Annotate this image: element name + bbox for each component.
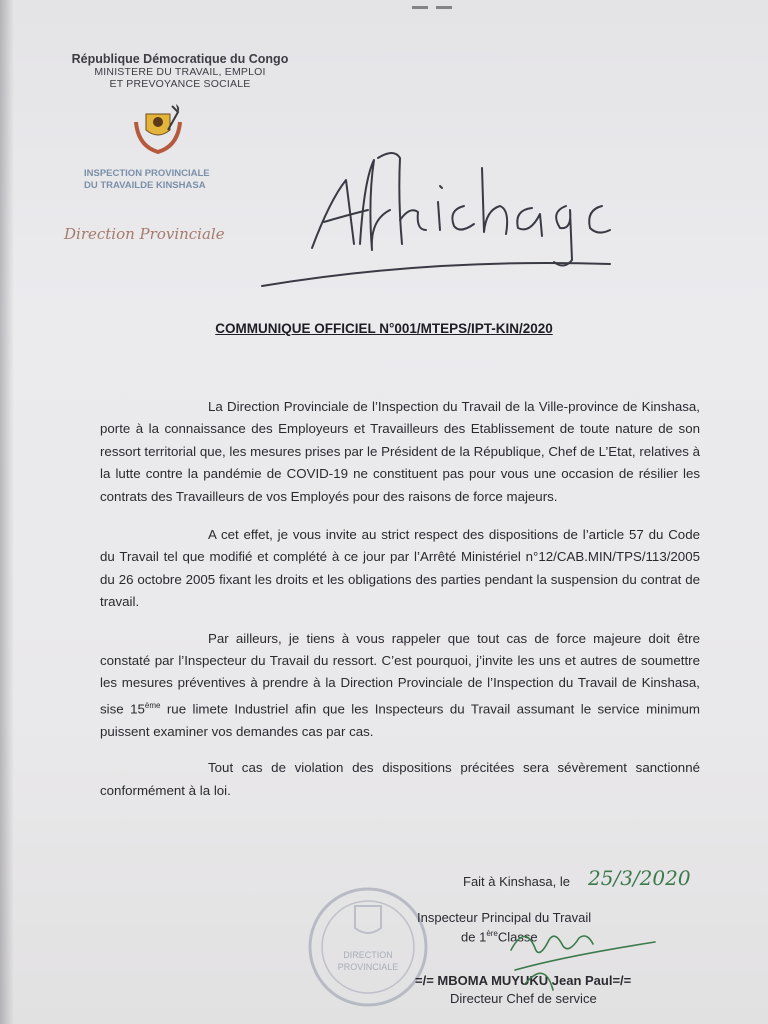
handwritten-date: 25/3/2020: [588, 866, 691, 890]
signatory-role: Directeur Chef de service: [450, 991, 597, 1006]
paragraph-3-text-a: Par ailleurs, je tiens à vous rappeler que tout cas de force majeure doit être constaté par l’Inspecteur du Travail du ressort. C’est pourquoi, j’invite les uns et autres de soumettre les mesures préventives à prendre à la Direction Provinciale de l’Inspection du Travail de Kinshasa, sise 15: [100, 630, 700, 717]
handwritten-signature: [505, 920, 665, 1000]
official-stamp: [305, 884, 431, 1010]
stamp-text-line-2: PROVINCIALE: [337, 962, 399, 972]
inspection-header: [84, 168, 244, 192]
page-edge-shadow: [0, 0, 14, 1024]
top-mark: [412, 6, 428, 9]
republic-name: République Démocratique du Congo: [71, 52, 289, 66]
ministry-line-1: MINISTERE DU TRAVAIL, EMPLOI: [94, 66, 266, 78]
direction-provinciale-script: Direction Provinciale: [64, 225, 225, 243]
place-date-label: Fait à Kinshasa, le: [463, 874, 570, 889]
communique-title: COMMUNIQUE OFFICIEL N°001/MTEPS/IPT-KIN/2020: [215, 321, 553, 336]
top-mark: [436, 6, 452, 9]
paragraph-3: [100, 628, 700, 743]
inspection-line-1: INSPECTION PROVINCIALE: [84, 168, 210, 179]
paragraph-2: A cet effet, je vous invite au strict respect des dispositions de l’article 57 du Code du Travail tel que modifié et complété à ce jour par l’Arrêté Ministériel n°12/CAB.MIN/TPS/113/2005 du 26 octobre 2005 fixant les droits et les obligations des parties pendant la suspension du contrat de travail.: [100, 527, 700, 610]
communique-body: [100, 396, 700, 818]
handwritten-affichage-note: [250, 140, 630, 300]
class-suffix: Classe: [497, 929, 538, 945]
inspection-line-2: DU TRAVAILDE KINSHASA: [84, 180, 206, 191]
signatory-title: Inspecteur Principal du Travail: [417, 910, 592, 925]
ministry-line-2: ET PREVOYANCE SOCIALE: [109, 78, 251, 90]
letterhead: [60, 52, 300, 90]
signatory-name: =/= MBOMA MUYUKU Jean Paul=/=: [415, 973, 632, 988]
paragraph-3-text-b: rue limete Industriel afin que les Inspecteurs du Travail assumant le service minimum puissent examiner vos demandes cas par cas.: [100, 701, 700, 739]
coat-of-arms-emblem: [128, 100, 188, 160]
class-prefix: de 1: [461, 929, 487, 945]
ordinal-superscript: ème: [144, 700, 161, 710]
paragraph-4: Tout cas de violation des dispositions précitées sera sévèrement sanctionné conformément à la loi.: [100, 760, 700, 798]
paragraph-1: La Direction Provinciale de l’Inspection du Travail de la Ville-province de Kinshasa, porte à la connaissance des Employeurs et Travailleurs des Etablissement de toute nature de son ressort territorial que, les mesures prises par le Président de la République, Chef de L’Etat, relatives à la lutte contre la pandémie de COVID-19 ne constituent pas pour vous une occasion de résilier les contrats des Travailleurs de vos Employés pour des raisons de force majeurs.: [100, 399, 700, 504]
class-superscript: ère: [486, 929, 498, 938]
stamp-text-line-1: DIRECTION: [343, 950, 393, 960]
